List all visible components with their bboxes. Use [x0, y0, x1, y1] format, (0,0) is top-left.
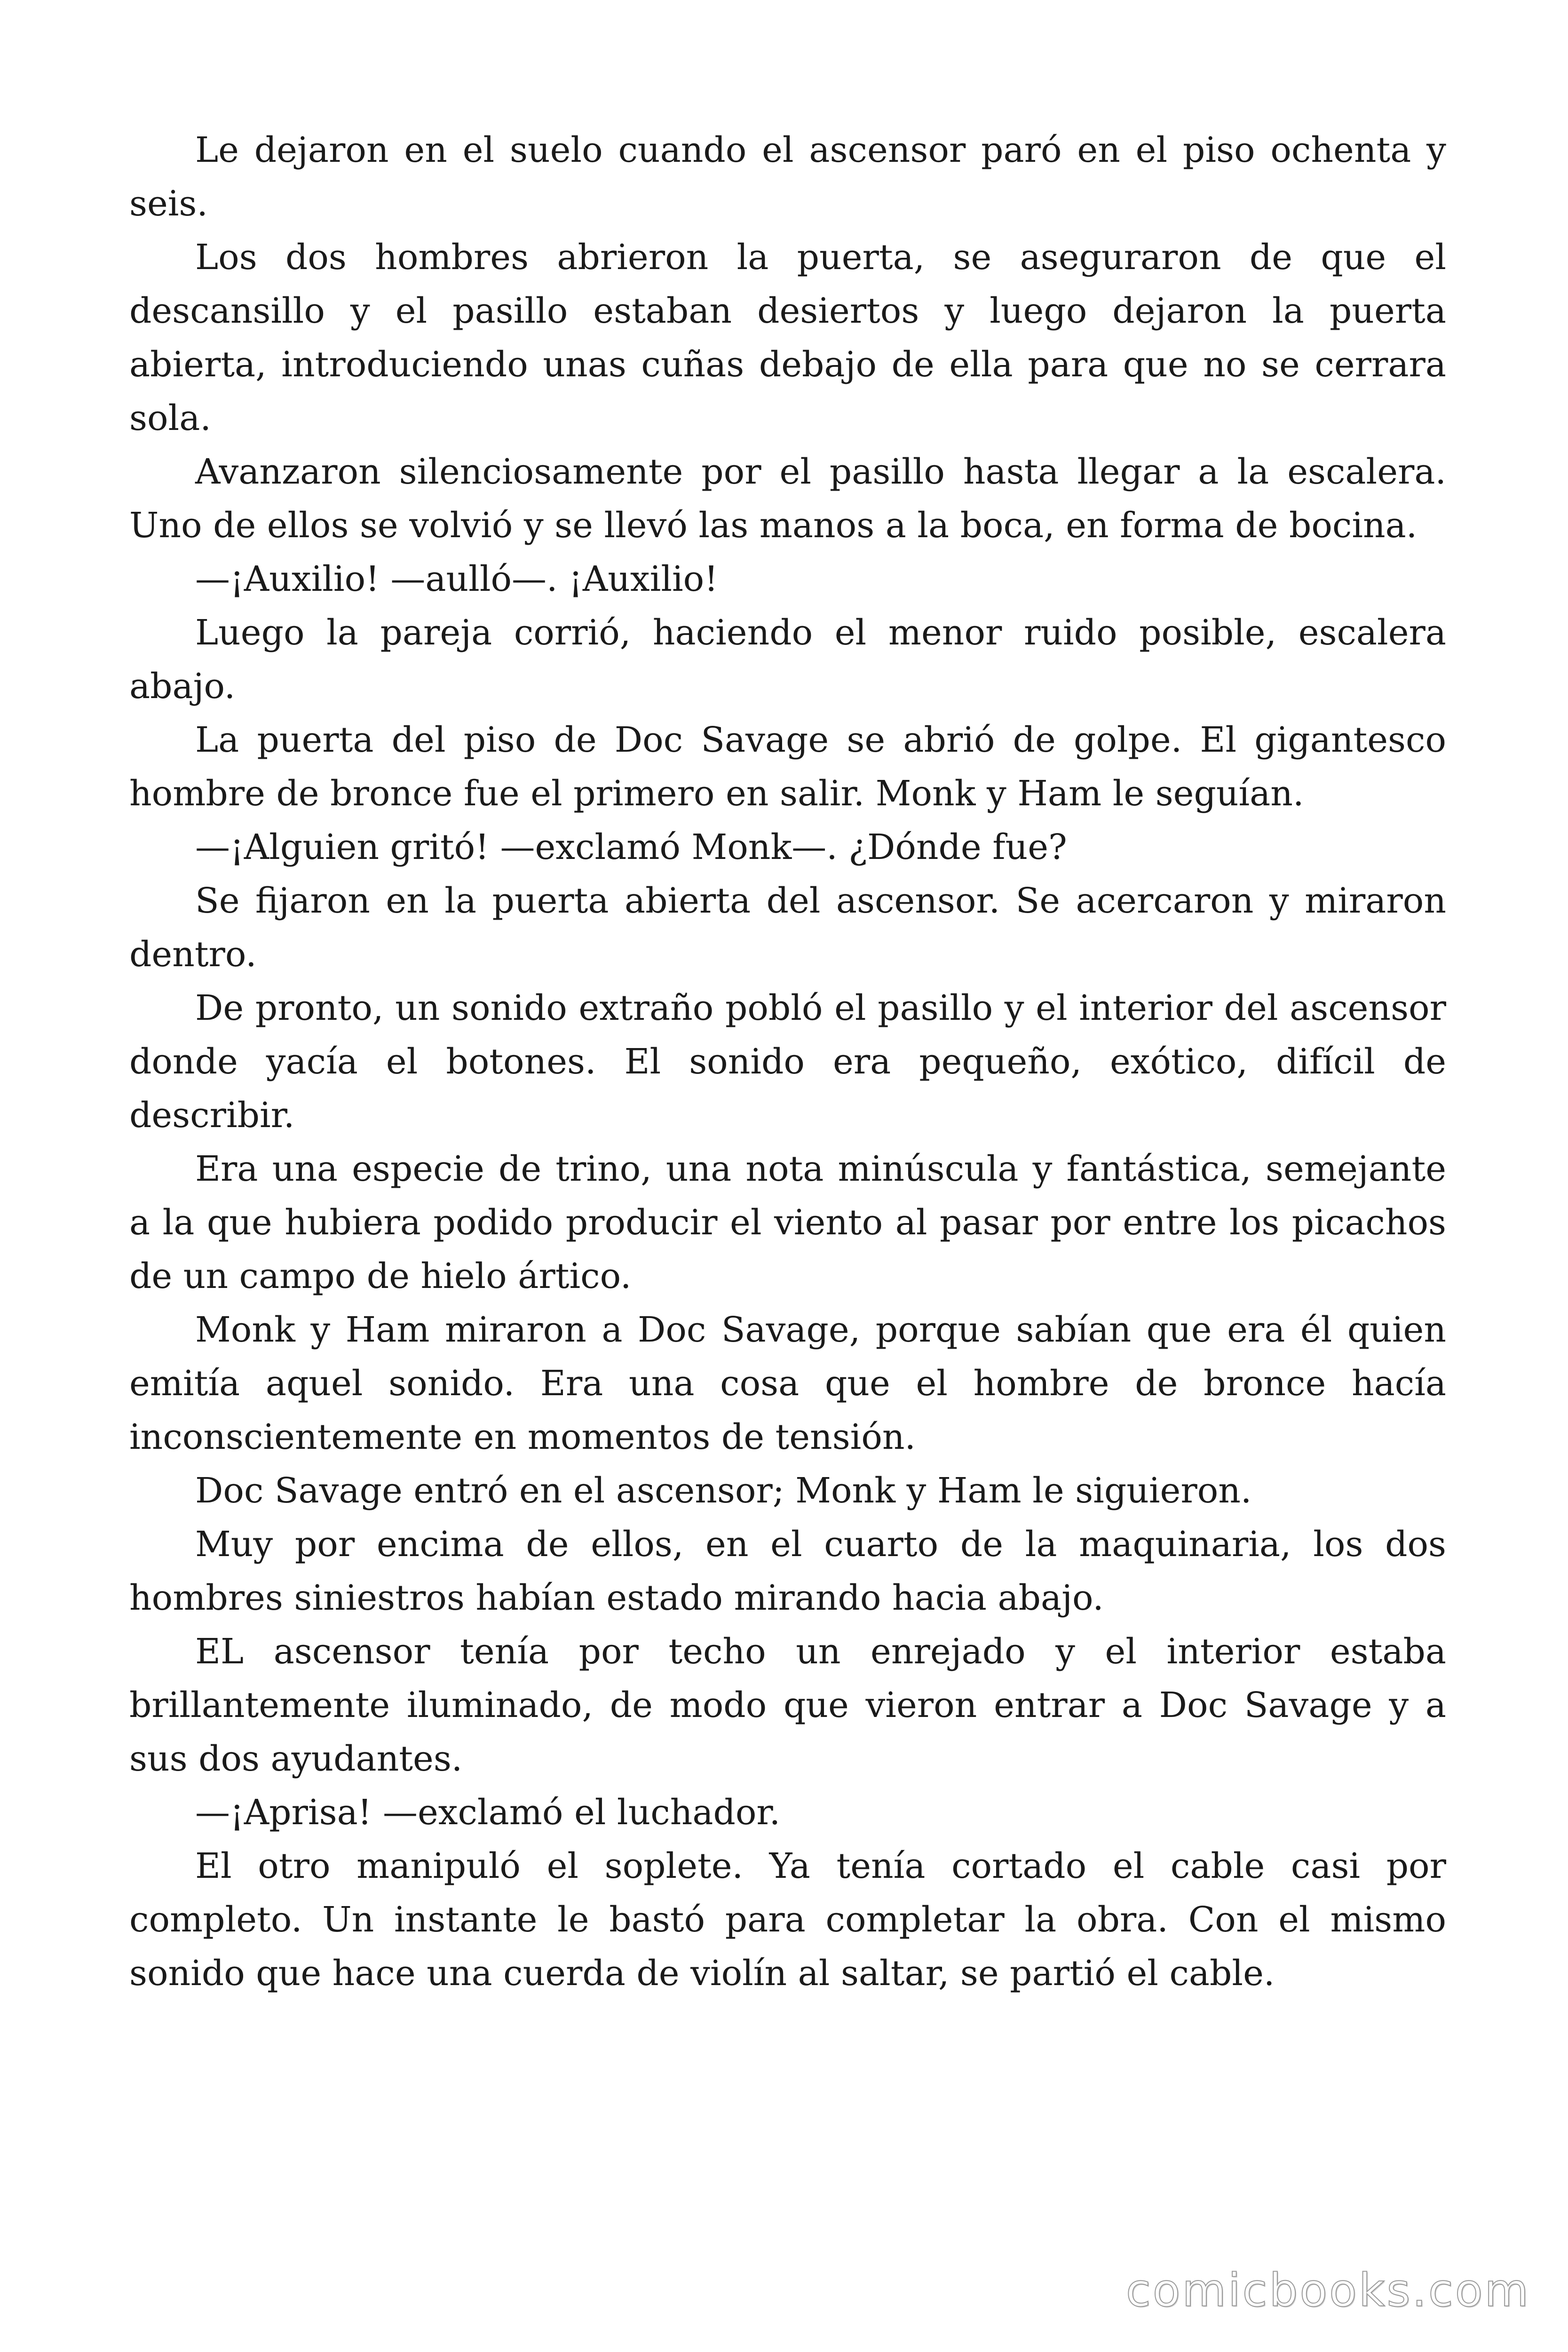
- watermark: comicbooks.com: [1125, 2264, 1530, 2317]
- paragraph: Avanzaron silenciosamente por el pasillo hasta llegar a la escalera. Uno de ellos se volvió y se llevó las manos a la boca, en forma de bocina.: [129, 452, 1446, 546]
- paragraph: EL ascensor tenía por techo un enrejado y el interior estaba brillantemente iluminado, de modo que vieron entrar a Doc Savage y a sus dos ayudantes.: [129, 1631, 1446, 1779]
- paragraph: Luego la pareja corrió, haciendo el menor ruido posible, escalera abajo.: [129, 612, 1446, 707]
- paragraph: El otro manipuló el soplete. Ya tenía cortado el cable casi por completo. Un instante le bastó para completar la obra. Con el mismo sonido que hace una cuerda de violín al saltar, se partió el cable.: [129, 1846, 1446, 1994]
- paragraph: —¡Aprisa! —exclamó el luchador.: [195, 1792, 781, 1833]
- paragraph: Le dejaron en el suelo cuando el ascensor paró en el piso ochenta y seis.: [129, 130, 1446, 224]
- paragraph: Los dos hombres abrieron la puerta, se aseguraron de que el descansillo y el pasillo estaban desiertos y luego dejaron la puerta abierta, introduciendo unas cuñas debajo de ella para que no se cerrara sola.: [129, 237, 1446, 438]
- paragraph: Muy por encima de ellos, en el cuarto de la maquinaria, los dos hombres siniestros habían estado mirando hacia abajo.: [129, 1524, 1446, 1618]
- paragraph: De pronto, un sonido extraño pobló el pasillo y el interior del ascensor donde yacía el botones. El sonido era pequeño, exótico, difícil de describir.: [129, 988, 1446, 1136]
- paragraph: La puerta del piso de Doc Savage se abrió de golpe. El gigantesco hombre de bronce fue el primero en salir. Monk y Ham le seguían.: [129, 720, 1446, 814]
- paragraph: —¡Alguien gritó! —exclamó Monk—. ¿Dónde fue?: [195, 827, 1067, 867]
- paragraph: Doc Savage entró en el ascensor; Monk y Ham le siguieron.: [195, 1470, 1252, 1511]
- paragraph: —¡Auxilio! —aulló—. ¡Auxilio!: [195, 559, 718, 599]
- page-text: [129, 123, 1446, 2000]
- paragraph: Se fijaron en la puerta abierta del ascensor. Se acercaron y miraron dentro.: [129, 881, 1446, 975]
- paragraph: Era una especie de trino, una nota minúscula y fantástica, semejante a la que hubiera podido producir el viento al pasar por entre los picachos de un campo de hielo ártico.: [129, 1149, 1446, 1296]
- paragraph: Monk y Ham miraron a Doc Savage, porque sabían que era él quien emitía aquel sonido. Era una cosa que el hombre de bronce hacía inconscientemente en momentos de tensión.: [129, 1310, 1446, 1457]
